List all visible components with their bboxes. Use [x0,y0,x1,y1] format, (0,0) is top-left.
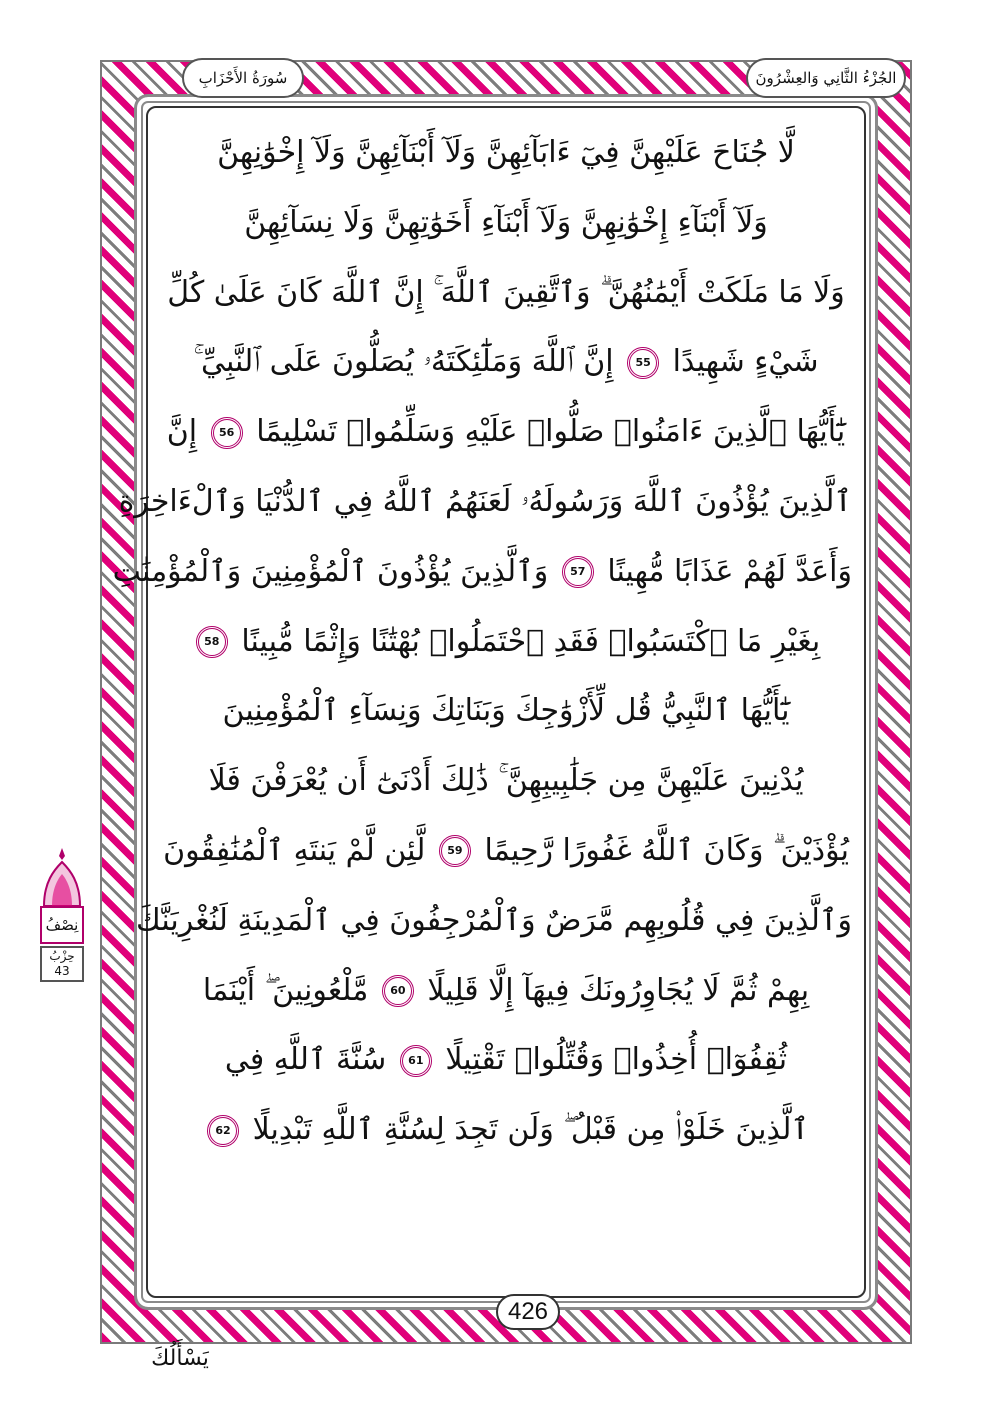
text-line: بِهِمْ ثُمَّ لَا يُجَاوِرُونَكَ فِيهَآ إِلَّا قَلِيلًا 60 مَّلْعُونِينَ ۖ أَيْنَمَا [202,972,810,1008]
ayah-number-marker: 56 [211,417,243,449]
ayah-number-marker: 60 [382,975,414,1007]
juz-label: الجُزْءُ الثَّانِي وَالعِشْرُونَ [746,58,906,98]
dome-ornament-icon [40,848,84,908]
hizb-word: حِزْبُ [49,949,75,963]
text-line: ثُقِفُوٓا۟ أُخِذُوا۟ وَقُتِّلُوا۟ تَقْتِيلًا 61 سُنَّةَ ٱللَّهِ فِي [224,1042,788,1078]
ayah-number-marker: 57 [562,556,594,588]
text-line: يَٰٓأَيُّهَا ٱلنَّبِيُّ قُل لِّأَزْوَٰجِكَ وَبَنَاتِكَ وَنِسَآءِ ٱلْمُؤْمِنِينَ [222,693,790,729]
ayah-number-marker: 61 [400,1045,432,1077]
text-line: يَٰٓأَيُّهَا ٱلَّذِينَ ءَامَنُوا۟ صَلُّوا۟ عَلَيْهِ وَسَلِّمُوا۟ تَسْلِيمًا 56 إِنَّ [166,414,846,450]
text-line: بِغَيْرِ مَا ٱكْتَسَبُوا۟ فَقَدِ ٱحْتَمَلُوا۟ بُهْتَٰنًا وَإِثْمًا مُّبِينًا 58 [160,607,852,677]
hizb-fraction-label: نِصْفُ [40,906,84,944]
text-line: وَأَعَدَّ لَهُمْ عَذَابًا مُّهِينًا 57 وَٱلَّذِينَ يُؤْذُونَ ٱلْمُؤْمِنِينَ وَٱلْمُؤْمِنَٰتِ [112,553,852,589]
ayah-number-marker: 55 [627,347,659,379]
surah-label: سُورَةُ الأَحْزَابِ [182,58,304,98]
catchword: يَسْأَلُكَ [151,1346,209,1371]
text-line: شَيْءٍ شَهِيدًا 55 إِنَّ ٱللَّهَ وَمَلَٰٓئِكَتَهُۥ يُصَلُّونَ عَلَى ٱلنَّبِيِّ ۚ [193,344,819,380]
hizb-number: 43 [54,964,70,978]
text-line: وَٱلَّذِينَ فِي قُلُوبِهِم مَّرَضٌ وَٱلْمُرْجِفُونَ فِي ٱلْمَدِينَةِ لَنُغْرِيَنَّكَ [136,902,852,938]
text-line: ٱلَّذِينَ يُؤْذُونَ ٱللَّهَ وَرَسُولَهُۥ لَعَنَهُمُ ٱللَّهُ فِي ٱلدُّنْيَا وَٱلْءَاخِرَةِ [118,483,852,519]
text-line: لَّا جُنَاحَ عَلَيْهِنَّ فِيٓ ءَابَآئِهِنَّ وَلَآ أَبْنَآئِهِنَّ وَلَآ إِخْوَٰنِهِنَّ [217,135,795,170]
ayah-number-marker: 58 [196,626,228,658]
text-line: ٱلَّذِينَ خَلَوْا۟ مِن قَبْلُ ۖ وَلَن تَجِدَ لِسُنَّةِ ٱللَّهِ تَبْدِيلًا 62 [160,1095,852,1165]
text-line: وَلَآ أَبْنَآءِ إِخْوَٰنِهِنَّ وَلَآ أَبْنَآءِ أَخَوَٰتِهِنَّ وَلَا نِسَآئِهِنَّ [244,204,768,240]
ayah-number-marker: 62 [207,1115,239,1147]
hizb-marker [34,848,90,988]
hizb-number-box [40,946,84,982]
text-line: وَلَا مَا مَلَكَتْ أَيْمَٰنُهُنَّ ۗ وَٱتَّقِينَ ٱللَّهَ ۚ إِنَّ ٱللَّهَ كَانَ عَلَىٰ كُلِّ [167,274,845,310]
text-line: يُدْنِينَ عَلَيْهِنَّ مِن جَلَٰبِيبِهِنَّ ۚ ذَٰلِكَ أَدْنَىٰٓ أَن يُعْرَفْنَ فَلَا [208,763,804,799]
text-line: يُؤْذَيْنَ ۗ وَكَانَ ٱللَّهُ غَفُورًا رَّحِيمًا 59 لَّئِن لَّمْ يَنتَهِ ٱلْمُنَٰفِقُونَ [163,832,849,868]
quran-text [112,118,852,1165]
page-number: 426 [496,1294,560,1330]
ayah-number-marker: 59 [439,835,471,867]
